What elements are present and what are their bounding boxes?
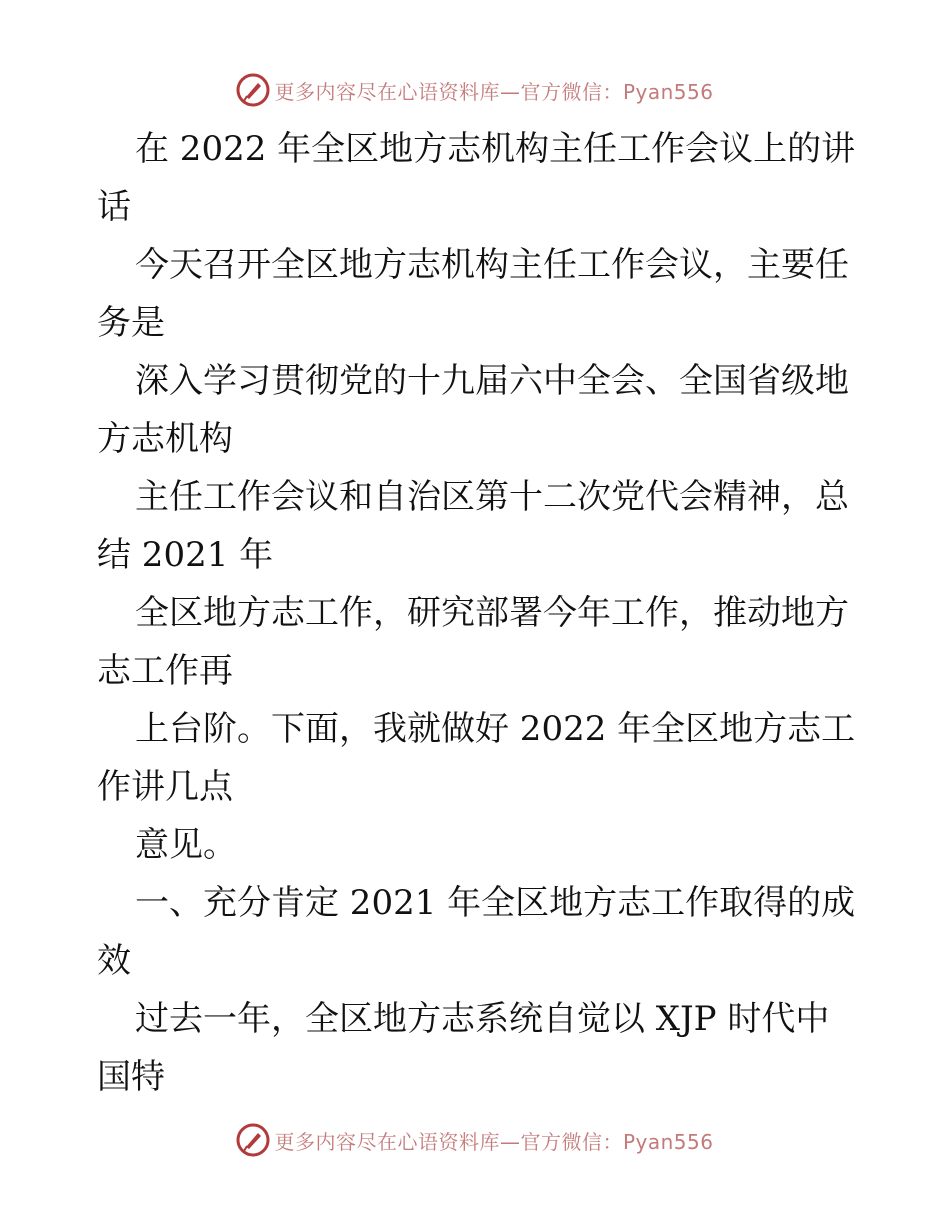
title-line-cont: 话 <box>97 187 131 227</box>
footer-watermark-text: 更多内容尽在心语资料库—官方微信：Pyan556 <box>274 1129 714 1154</box>
paragraph-line: 上台阶。下面，我就做好 2022 年全区地方志工 <box>135 709 856 749</box>
header-watermark-text: 更多内容尽在心语资料库—官方微信：Pyan556 <box>274 79 714 104</box>
title-line: 在 2022 年全区地方志机构主任工作会议上的讲 <box>135 129 856 169</box>
paragraph-line: 深入学习贯彻党的十九届六中全会、全国省级地 <box>135 361 849 401</box>
header-watermark <box>0 68 950 112</box>
paragraph-line: 主任工作会议和自治区第十二次党代会精神，总 <box>135 477 849 517</box>
paragraph-line: 过去一年，全区地方志系统自觉以 XJP 时代中 <box>135 999 830 1039</box>
section-heading-cont: 效 <box>97 941 131 981</box>
paragraph-line: 全区地方志工作，研究部署今年工作，推动地方 <box>135 593 849 633</box>
paragraph-line-cont: 务是 <box>97 303 165 343</box>
section-heading: 一、充分肯定 2021 年全区地方志工作取得的成 <box>135 883 856 923</box>
paragraph-line: 今天召开全区地方志机构主任工作会议，主要任 <box>135 245 849 285</box>
paragraph-line-cont: 方志机构 <box>97 419 233 459</box>
quill-logo-icon <box>236 73 270 107</box>
paragraph-line-cont: 作讲几点 <box>97 767 233 807</box>
paragraph-line-cont: 志工作再 <box>97 651 233 691</box>
paragraph-line-cont: 结 2021 年 <box>97 535 274 575</box>
paragraph-line-cont: 国特 <box>97 1057 165 1097</box>
quill-logo-icon <box>236 1123 270 1157</box>
paragraph-line: 意见。 <box>135 825 237 865</box>
footer-watermark <box>0 1118 950 1162</box>
document-body <box>97 120 857 1106</box>
